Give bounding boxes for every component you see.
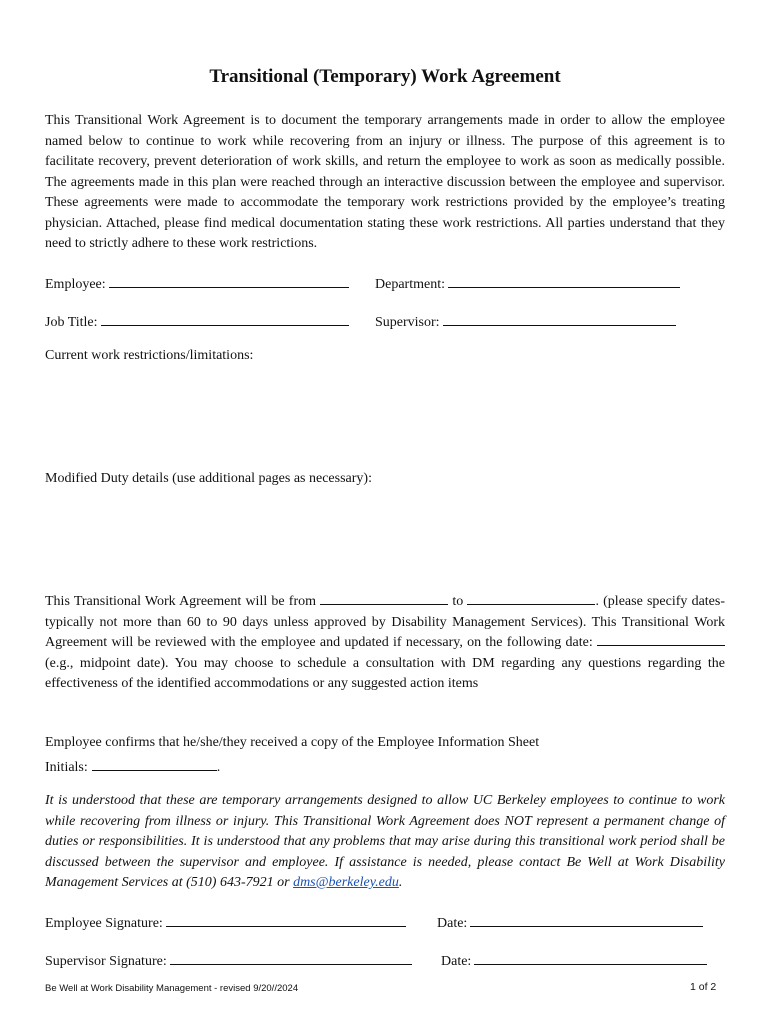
modified-duty-area[interactable] — [45, 495, 725, 585]
restrictions-label: Current work restrictions/limitations: — [45, 348, 254, 363]
supervisor-field — [375, 311, 676, 331]
period-text-3: (e.g., midpoint date). You may choose to schedule a consultation with DM regarding any questions regarding the effectiveness of the identified accommodations or any suggested action items — [45, 655, 725, 691]
confirm-text: Employee confirms that he/she/they received a copy of the Employee Information Sheet — [45, 735, 540, 750]
footer-revision: Be Well at Work Disability Management - revised 9/20//2024 — [45, 983, 299, 994]
employee-signature-field — [45, 912, 406, 932]
period-text-2: . (please specify dates-typically not more than 60 to 90 days unless approved by Disability Management Services). This Transitional Work Agreement will be reviewed with the employee and updated if necessary, on the following date: — [45, 594, 726, 650]
restrictions-area[interactable] — [45, 372, 725, 462]
intro-paragraph: This Transitional Work Agreement is to document the temporary arrangements made in order to allow the employee named below to continue to work while recovering from an injury or illness. The purpose of this agreement is to facilitate recovery, prevent deterioration of work skills, and return the employee to work as soon as medically possible. The agreements made in this plan were reached through an interactive discussion between the employee and supervisor. These agreements were made to accommodate the temporary work restrictions provided by the employee’s treating physician. Attached, please find medical documentation stating these work restrictions. All parties understand that they need to strictly adhere to these work restrictions. — [45, 113, 725, 251]
supervisor-signature-line[interactable] — [170, 950, 412, 965]
disclaimer-text: It is understood that these are temporary arrangements designed to allow UC Berkeley employees to continue to work while recovering from illness or injury. This Transitional Work Agreement does NOT represent a permanent change of duties or responsibilities. It is understood that any problems that may arise during this transitional work period shall be discussed between the supervisor and employee. If assistance is needed, please contact Be Well at Work Disability Management Services at (510) 643-7921 or — [45, 793, 725, 890]
employee-date-line[interactable] — [470, 912, 703, 927]
department-input-line[interactable] — [448, 273, 680, 288]
supervisor-date-field — [441, 950, 707, 970]
disclaimer-paragraph — [45, 791, 725, 894]
supervisor-signature-field — [45, 950, 412, 970]
supervisor-date-label: Date: — [441, 954, 472, 969]
start-date-blank[interactable] — [320, 592, 448, 605]
supervisor-signature-label: Supervisor Signature: — [45, 954, 167, 969]
period-paragraph — [45, 592, 725, 695]
department-field — [375, 273, 680, 293]
initials-input-line[interactable] — [92, 756, 217, 771]
department-label: Department: — [375, 277, 445, 292]
disclaimer-end: . — [398, 875, 403, 890]
job-title-field — [45, 311, 349, 331]
employee-label: Employee: — [45, 277, 106, 292]
modified-duty-label: Modified Duty details (use additional pages as necessary): — [45, 471, 372, 486]
employee-date-label: Date: — [437, 916, 468, 931]
email-link[interactable]: dms@berkeley.edu — [293, 875, 399, 890]
employee-field — [45, 273, 349, 293]
period-text-1: This Transitional Work Agreement will be from — [45, 594, 317, 609]
supervisor-input-line[interactable] — [443, 311, 676, 326]
page-number: 1 of 2 — [690, 981, 717, 993]
employee-signature-label: Employee Signature: — [45, 916, 163, 931]
job-title-label: Job Title: — [45, 315, 98, 330]
review-date-blank[interactable] — [597, 633, 725, 646]
initials-label: Initials: — [45, 760, 88, 775]
period-to: to — [452, 594, 464, 609]
initials-period: . — [216, 760, 221, 775]
document-title: Transitional (Temporary) Work Agreement — [209, 66, 561, 87]
initials-field — [45, 756, 220, 776]
employee-date-field — [437, 912, 703, 932]
end-date-blank[interactable] — [467, 592, 595, 605]
supervisor-date-line[interactable] — [474, 950, 707, 965]
employee-signature-line[interactable] — [166, 912, 406, 927]
supervisor-label: Supervisor: — [375, 315, 440, 330]
employee-input-line[interactable] — [109, 273, 349, 288]
job-title-input-line[interactable] — [101, 311, 349, 326]
